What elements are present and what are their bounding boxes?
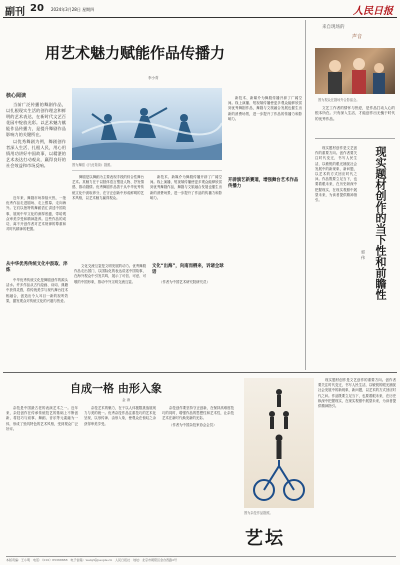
lead-author: 李小青 (148, 76, 159, 80)
lead-body-para-1: 近年来，舞剧市场持续火热，一批优秀作品走进剧场、走上银幕、走向海外。它们以独特的舞蹈语汇讲述中国故事，展现中华文化的深厚底蕴，带给观众审美享受和精神滋养。这些作品的成功，离不开创作者对艺术规律的尊重和对时代精神的把握。 (6, 196, 66, 232)
second-col-2 (84, 406, 156, 546)
second-footer-note: （作者为中国杂技家协会会员） (169, 422, 217, 427)
second-author: 金 涛 (122, 398, 131, 402)
subhead-tradition: 从中华优秀传统文化中汲取、淬炼 (6, 262, 68, 273)
acrobat-illustration (244, 378, 314, 508)
lead-title: 用艺术魅力赋能作品传播力 (45, 44, 226, 62)
second-title: 自成一格 由形入象 (70, 382, 162, 395)
column-text-right-bottom (318, 378, 396, 518)
audience-illustration (315, 48, 395, 94)
sidebar-column-para: 现实题材创作是文艺创作的重要方向。创作者要关注时代变迁，书写人民生活，以敏锐的眼光捕捉社会发展中的新现象、新问题，以艺术的方式回应时代之问。作品既要立足当下，也要着眼未来，在历史纵深中把握现实，在现实观照中展望未来，为读者提供精神指引。 (315, 146, 357, 203)
lead-photo (72, 88, 222, 160)
lead-photo-frame (72, 170, 222, 171)
sidebar-header (318, 22, 392, 44)
tradition-text (6, 278, 68, 328)
subhead-new-track: 开辟演艺新赛道，增强舞台艺术作品传播力 (228, 178, 299, 189)
dancers-illustration (72, 88, 222, 160)
page-footer: 本版责编：王小明 电话：（010）65368888 电子信箱：wenyi@people.cn 人民日报社 地址：北京市朝阳区金台西路2号 (6, 556, 396, 562)
second-para-2: 杂技艺术的魅力，在于以人体极限挑战展现力与美的统一。优秀杂技作品注重技巧的艺术化呈现，以形传神、由形入象，使观众在惊叹之余获得审美享受。 (84, 406, 156, 426)
lead-body-para-2: 舞剧是以舞蹈为主要表现手段的综合性舞台艺术。其魅力在于以肢体语言塑造人物、抒发情感、推动剧情。优秀舞剧作品善于从中华优秀传统文化中汲取养分，在守正创新中形成鲜明的艺术风格，以艺术魅力赢得观众。 (72, 175, 144, 200)
overseas-note (152, 280, 224, 328)
lead-body-col-3 (150, 175, 222, 258)
section-label: 副刊 (5, 7, 25, 18)
lead-body-col-4 (74, 264, 146, 328)
subhead-overseas: 文化“出海”，向南而栖来，诉诸全球语 (152, 264, 224, 275)
issue-date: 2024年3月28日 星期四 (51, 7, 95, 12)
new-track-text (228, 96, 302, 174)
core-reading-para-1: 当前广泛传播的舞剧作品，以扎根现实生活的创作理念和鲜明的艺术表达，在新时代文艺百花园中绽放光彩。以艺术魅力赋能作品传播力，是提升舞剧作品影响力的关键所在。 (6, 102, 66, 137)
section-divider (3, 372, 397, 373)
sidebar-photo-caption: 图为观众在剧场外合影留念。 (318, 98, 360, 102)
acrobat-photo (244, 378, 314, 508)
paper-name: 人民日报 (353, 6, 393, 17)
sidebar-photo (315, 48, 395, 94)
right-bottom-text (318, 378, 396, 518)
sidebar-quote (315, 106, 395, 136)
acrobat-photo-caption: 图为杂技作品剧照。 (244, 511, 273, 515)
new-track-para: 新技术、新媒介为舞剧传播开辟了广阔空间。线上演播、短视频传播使更多观众能够欣赏到优秀舞剧作品，舞剧与文旅融合发展也催生出新的消费场景，进一步提升了作品的传播力和影响力。 (228, 96, 302, 121)
second-para-1: 杂技是中国最古老的表演艺术之一。近年来，杂技创作在传承传统技艺的基础上不断创新，将技巧与叙事、舞蹈、音乐等元素融为一体，形成了独具特色的艺术风格，受到观众广泛好评。 (6, 406, 78, 431)
column-divider-1 (305, 20, 306, 370)
core-reading-para-2: 以优秀舞剧为例，舞剧创作者深入生活、扎根人民，用心用情用功讲好中国故事，以精湛的艺术表达打动观众，赢得良好的社会效益和市场反响。 (6, 139, 66, 168)
page-number: 20 (30, 3, 44, 14)
core-reading-text (6, 102, 66, 190)
sidebar-column-text (315, 146, 357, 366)
sidebar-quote-text: 文艺工作者的情怀与热爱，是作品打动人心的根本所在。只有深入生活，才能创作出无愧于时代的优秀作品。 (315, 106, 395, 121)
second-para-3: 杂技创作要坚持守正创新，在保持高难度技巧的同时，增强作品的思想性和艺术性，让杂技艺术在新时代焕发新的光彩。 (162, 406, 234, 421)
core-reading-heading: 核心阅读 (6, 93, 27, 99)
sidebar-vertical-title: 现实题材创作的当下性和前瞻性 (374, 146, 387, 300)
lead-body-para-3: 新技术、新媒介为舞剧传播开辟了广阔空间。线上演播、短视频传播使更多观众能够欣赏到优秀舞剧作品，舞剧与文旅融合发展也催生出新的消费场景，进一步提升了作品的传播力和影响力。 (150, 175, 222, 200)
arts-column-logo: 艺坛 (245, 528, 285, 549)
second-col-1 (6, 406, 78, 546)
tradition-para: 中华优秀传统文化是舞剧创作的源头活水。许多作品从古代绘画、诗词、典籍中获得灵感，将传统美学与现代舞台技术相融合，创造出令人耳目一新的视听效果，激发观众对传统文化的兴趣与热爱。 (6, 278, 68, 303)
lead-photo-caption: 图为舞剧《只此青绿》剧照。 (72, 163, 114, 167)
overseas-footer: （作者为中国艺术研究院研究员） (159, 280, 210, 284)
lead-body-para-4: 文化交流互鉴是文明发展的动力。优秀舞剧作品走出国门，以国际化的表达讲述中国故事，在海外观众中引发共鸣，展示了可信、可爱、可敬的中国形象，推动中外文明交流互鉴。 (74, 264, 146, 284)
masthead (3, 3, 397, 18)
second-col-3 (162, 406, 234, 546)
sidebar-label-2: 声音 (352, 34, 363, 40)
right-bottom-para: 现实题材创作是文艺创作的重要方向。创作者要关注时代变迁，书写人民生活，以敏锐的眼光捕捉社会发展中的新现象、新问题，以艺术的方式回应时代之问。作品既要立足当下，也要着眼未来，在历史纵深中把握现实，在现实观照中展望未来，为读者提供精神指引。 (318, 378, 396, 409)
lead-body-col-2 (72, 175, 144, 258)
sidebar-label-1: 来自现场的 (322, 25, 345, 30)
sidebar-vertical-author: 郭 伟 (361, 250, 366, 260)
lead-body-col-1 (6, 196, 66, 258)
sidebar-divider (315, 138, 395, 139)
